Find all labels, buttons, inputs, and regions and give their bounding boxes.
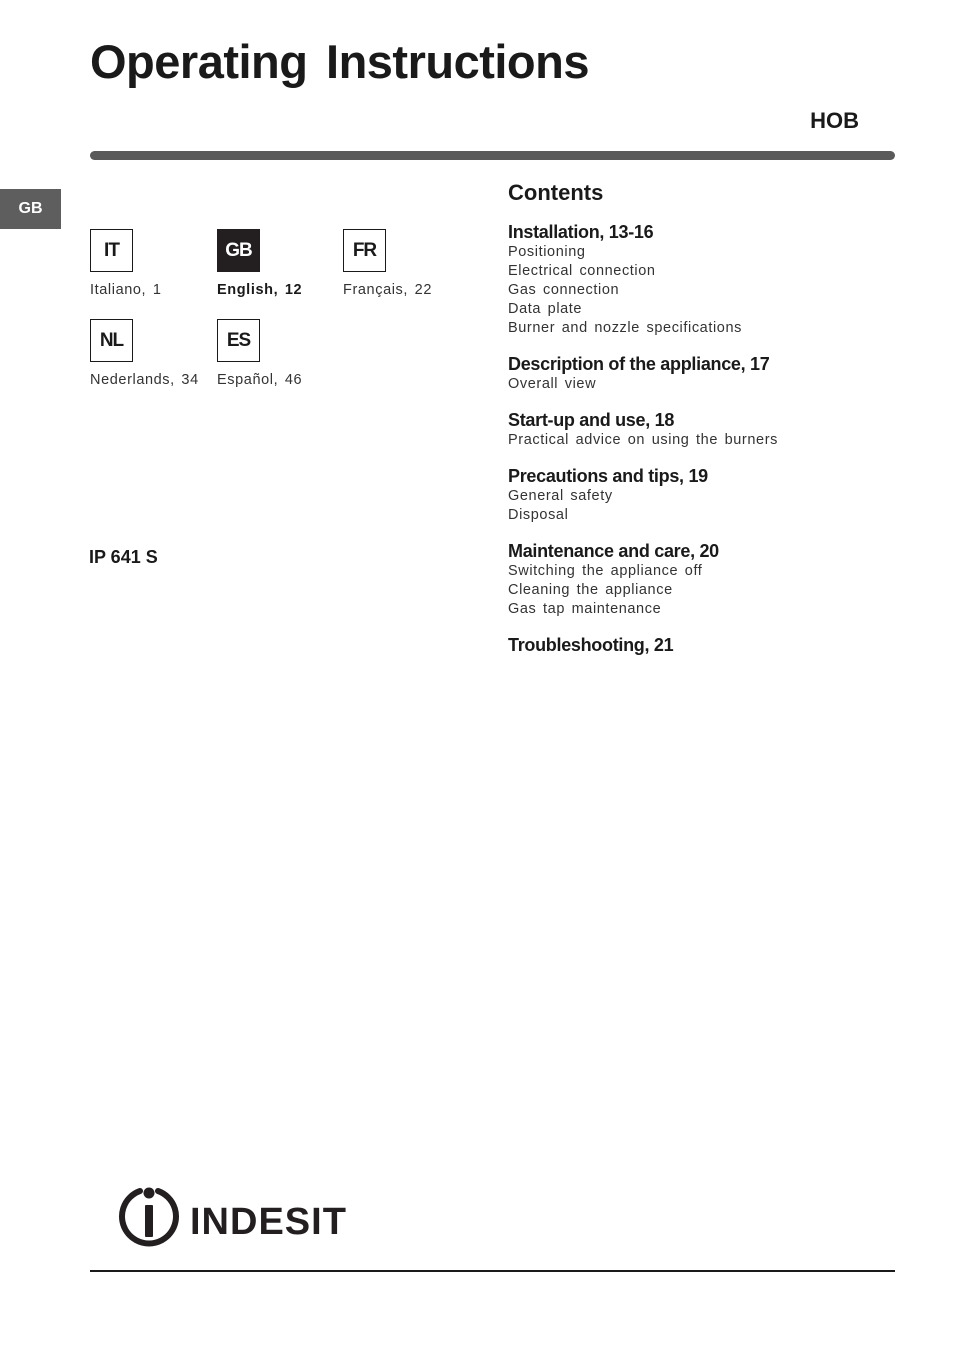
contents-heading: Contents	[508, 180, 604, 205]
language-item-nl[interactable]	[90, 319, 210, 388]
toc-section-installation[interactable]	[508, 221, 908, 338]
toc-item: Overall view	[508, 376, 597, 392]
brand-wordmark: INDESIT	[190, 1201, 347, 1243]
toc-item: General safety	[508, 488, 613, 504]
language-label: Français, 22	[343, 282, 432, 298]
toc-item: Gas tap maintenance	[508, 601, 662, 617]
language-side-tab: GB	[0, 189, 61, 229]
toc-item: Positioning	[508, 244, 586, 260]
model-number: IP 641 S	[89, 547, 158, 567]
language-item-fr[interactable]	[343, 229, 463, 298]
toc-section-title[interactable]: Troubleshooting, 21	[508, 635, 674, 655]
toc-item: Electrical connection	[508, 263, 656, 279]
page-title: Operating Instructions	[90, 35, 589, 88]
language-code-box: IT	[90, 229, 133, 272]
toc-item: Burner and nozzle specifications	[508, 320, 742, 336]
toc-item: Data plate	[508, 301, 583, 317]
toc-item: Switching the appliance off	[508, 563, 703, 579]
indesit-logo	[118, 1183, 358, 1249]
toc-item: Practical advice on using the burners	[508, 432, 778, 448]
toc-section-maintenance[interactable]	[508, 540, 908, 619]
language-code-box: GB	[217, 229, 260, 272]
toc-section-title[interactable]: Precautions and tips, 19	[508, 466, 708, 486]
language-item-it[interactable]	[90, 229, 210, 298]
toc-section-description[interactable]	[508, 353, 908, 394]
table-of-contents	[508, 180, 908, 671]
language-label: English, 12	[217, 282, 303, 298]
language-item-es[interactable]	[217, 319, 337, 388]
footer-divider	[90, 1270, 895, 1272]
toc-section-startup[interactable]	[508, 409, 908, 450]
toc-item: Cleaning the appliance	[508, 582, 673, 598]
language-code-box: ES	[217, 319, 260, 362]
language-label: Español, 46	[217, 372, 303, 388]
toc-section-title[interactable]: Maintenance and care, 20	[508, 541, 719, 561]
toc-item: Disposal	[508, 507, 569, 523]
product-type: HOB	[810, 108, 859, 133]
toc-section-troubleshooting[interactable]	[508, 634, 908, 656]
toc-section-title[interactable]: Start-up and use, 18	[508, 410, 675, 430]
toc-section-title[interactable]: Installation, 13-16	[508, 222, 654, 242]
language-item-gb[interactable]	[217, 229, 337, 298]
language-code-box: NL	[90, 319, 133, 362]
header-divider	[90, 151, 895, 160]
indesit-i-logo-icon	[122, 1188, 176, 1244]
language-code-box: FR	[343, 229, 386, 272]
language-label: Italiano, 1	[90, 282, 162, 298]
language-label: Nederlands, 34	[90, 372, 199, 388]
toc-item: Gas connection	[508, 282, 620, 298]
toc-section-precautions[interactable]	[508, 465, 908, 525]
toc-section-title[interactable]: Description of the appliance, 17	[508, 354, 770, 374]
